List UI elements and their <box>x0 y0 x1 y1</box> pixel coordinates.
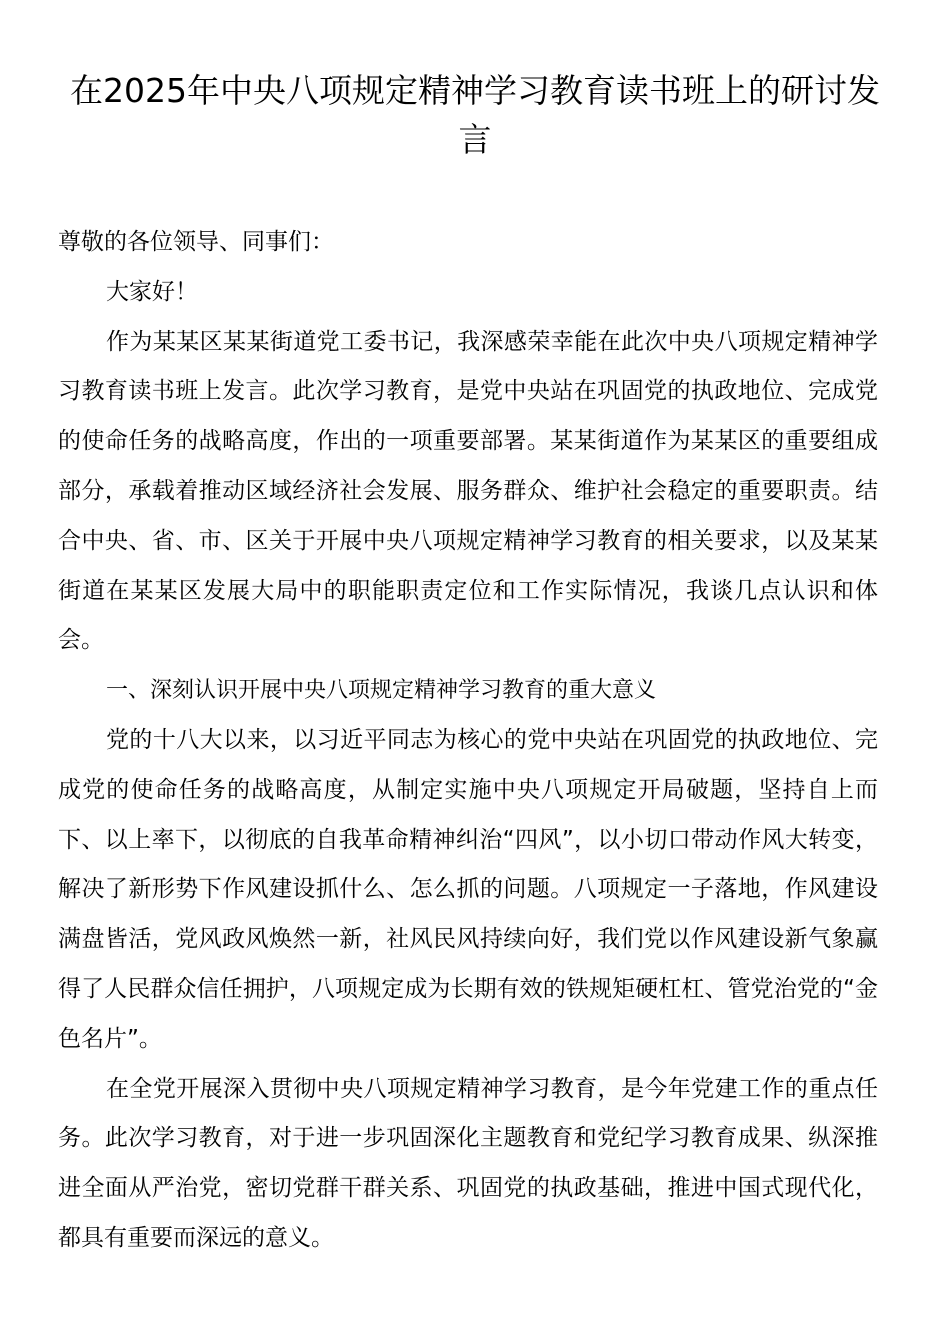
section-heading: 一、深刻认识开展中央八项规定精神学习教育的重大意义 <box>106 678 657 704</box>
salutation: 尊敬的各位领导、同事们： <box>58 229 334 255</box>
document-title: 在2025年中央八项规定精神学习教育读书班上的研讨发言 <box>70 71 880 159</box>
greeting-paragraph: 大家好！ <box>106 278 198 305</box>
document-body <box>58 218 878 1264</box>
intro-paragraph: 作为某某区某某街道党工委书记，我深感荣幸能在此次中央八项规定精神学习教育读书班上发言。此次学习教育，是党中央站在巩固党的执政地位、完成党的使命任务的战略高度，作出的一项重要部署。某某街道作为某某区的重要组成部分，承载着推动区域经济社会发展、服务群众、维护社会稳定的重要职责。结合中央、省、市、区关于开展中央八项规定精神学习教育的相关要求，以及某某街道在某某区发展大局中的职能职责定位和工作实际情况，我谈几点认识和体会。 <box>58 328 878 654</box>
body-paragraph: 党的十八大以来，以习近平同志为核心的党中央站在巩固党的执政地位、完成党的使命任务的战略高度，从制定实施中央八项规定开局破题，坚持自上而下、以上率下，以彻底的自我革命精神纠治“四风”，以小切口带动作风大转变，解决了新形势下作风建设抓什么、怎么抓的问题。八项规定一子落地，作风建设满盘皆活，党风政风焕然一新，社风民风持续向好，我们党以作风建设新气象赢得了人民群众信任拥护，八项规定成为长期有效的铁规矩硬杠杠、管党治党的“金色名片”。 <box>58 726 878 1052</box>
body-paragraph: 在全党开展深入贯彻中央八项规定精神学习教育，是今年党建工作的重点任务。此次学习教育，对于进一步巩固深化主题教育和党纪学习教育成果、纵深推进全面从严治党，密切党群干群关系、巩固党的执政基础，推进中国式现代化，都具有重要而深远的意义。 <box>58 1075 878 1251</box>
